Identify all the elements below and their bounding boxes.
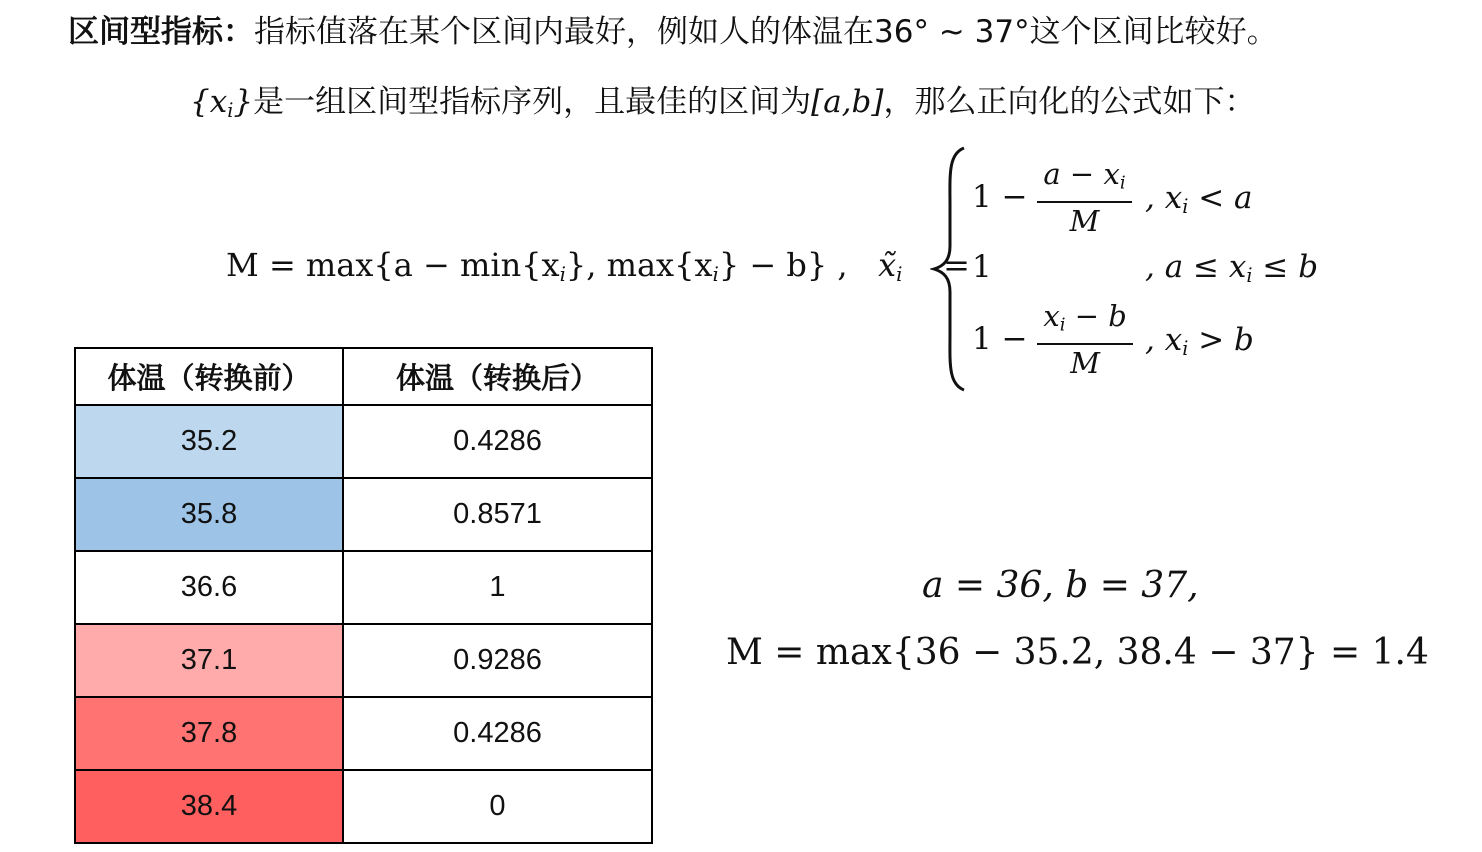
table-row — [75, 770, 652, 843]
temp-after-cell: 1 — [343, 551, 652, 624]
case-1-condition: , $x_i < a$ — [1145, 180, 1253, 218]
m-calculation: M = max{36 − 35.2, 38.4 − 37} = 1.4 — [726, 632, 1429, 673]
sequence-line — [190, 80, 1255, 133]
header-before: 体温（转换前） — [75, 348, 343, 405]
table-row — [75, 624, 652, 697]
table-row — [75, 697, 652, 770]
case-2: 1 — [972, 249, 992, 285]
ab-values: a = 36, b = 37, — [922, 565, 1199, 606]
sequence-symbol: $\{x_i\}$ — [190, 84, 254, 122]
temp-after-cell: 0.8571 — [343, 478, 652, 551]
temp-after-cell: 0.4286 — [343, 405, 652, 478]
x-tilde-symbol: x̃ — [878, 246, 897, 284]
temp-before-cell: 38.4 — [75, 770, 343, 843]
table-row — [75, 405, 652, 478]
intro-text: 指标值落在某个区间内最好，例如人的体温在36° ~ 37°这个区间比较好。 — [254, 14, 1278, 50]
temp-after-cell: 0.9286 — [343, 624, 652, 697]
temp-before-cell: 35.2 — [75, 405, 343, 478]
case-1-fraction: $\frac{a - x_i}{M}$ — [1037, 158, 1131, 239]
temp-before-cell: 37.8 — [75, 697, 343, 770]
case-2-condition: , $a \le x_i \le b$ — [1145, 249, 1319, 287]
header-after: 体温（转换后） — [343, 348, 652, 405]
temp-before-cell: 36.6 — [75, 551, 343, 624]
intro-line — [68, 10, 1278, 54]
case-3: 1 − $\frac{x_i - b}{M}$ — [972, 300, 1133, 381]
intro-heading: 区间型指标： — [68, 14, 254, 50]
m-definition-formula: $M = \max\{a - \min\{x_i\}$, $\max\{x_i\} - b$} , $x̃_i$ = — [226, 246, 970, 286]
table-row — [75, 478, 652, 551]
temp-before-cell: 35.8 — [75, 478, 343, 551]
sequence-end: ，那么正向化的公式如下： — [883, 84, 1256, 120]
table-header-row — [75, 348, 652, 405]
sequence-desc: 是一组区间型指标序列，且最佳的区间为 — [253, 84, 812, 120]
equals-sign: = — [943, 246, 970, 284]
temperature-table — [74, 347, 653, 844]
table-row — [75, 551, 652, 624]
case-1: 1 − $\frac{a - x_i}{M}$ — [972, 158, 1132, 239]
temp-after-cell: 0 — [343, 770, 652, 843]
temp-before-cell: 37.1 — [75, 624, 343, 697]
left-brace-icon — [930, 146, 970, 392]
interval-symbol: [a,b] — [811, 84, 884, 120]
temp-after-cell: 0.4286 — [343, 697, 652, 770]
case-3-fraction: $\frac{x_i - b}{M}$ — [1037, 300, 1132, 381]
case-3-condition: , $x_i > b$ — [1145, 322, 1254, 360]
